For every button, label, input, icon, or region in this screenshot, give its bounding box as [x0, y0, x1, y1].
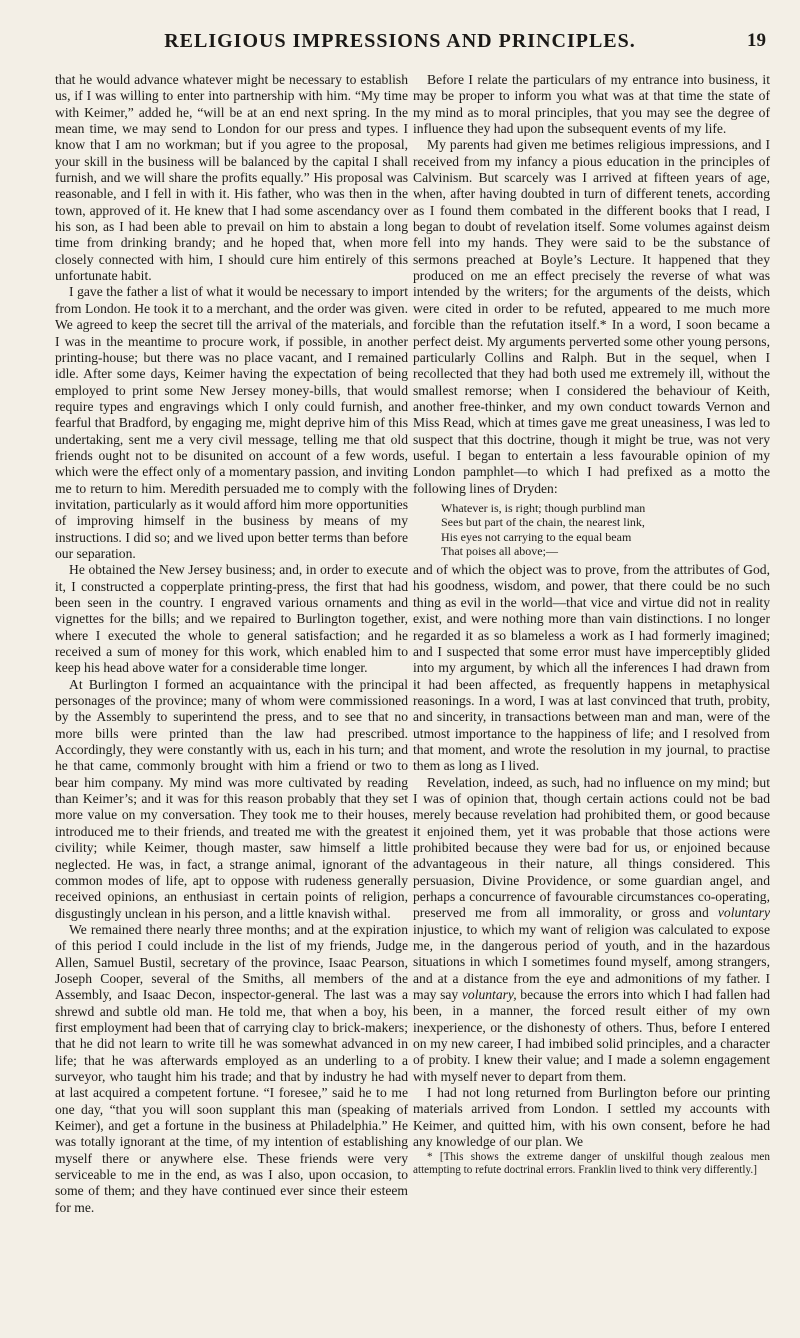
page-header: [0, 30, 800, 60]
paragraph: I had not long returned from Burlington before our printing materials arrived from London. I settled my accounts with Keimer, and quitted him, with his own consent, before he had any knowledge of our plan. We: [413, 1085, 770, 1150]
emphasis: voluntary: [717, 905, 770, 921]
text-run: Revelation, indeed, as such, had no influence on my mind; but I was of opinion that, though certain actions could not be bad merely because revelation had prohibited them, or good because it enjoined them, yet it was probable that those actions were prohibited because they were bad for us, or enjoined because advantageous in their nature, all things considered. This persuasion, Divine Providence, or some guardian angel, and perhaps a concurrence of favourable circumstances co-operating, preserved me from all immorality, or gross and: [413, 774, 770, 921]
paragraph: Before I relate the particulars of my entrance into business, it may be proper to inform you what was at that time the state of my mind as to moral principles, that you may see the degree of influence they had upon the subsequent events of my life.: [413, 72, 770, 137]
paragraph: My parents had given me betimes religious impressions, and I received from my infancy a pious education in the principles of Calvinism. But scarcely was I arrived at fifteen years of age, when, after having doubted in turn of different tenets, according as I found them combated in the different books that I read, I began to doubt of revelation itself. Some volumes against deism fell into my hands. They were said to be the substance of sermons preached at Boyle’s Lecture. It happened that they produced on me an effect precisely the reverse of what was intended by the writers; for the arguments of the deists, which were cited in order to be refuted, appeared to me much more forcible than the refutation itself.* In a word, I soon became a perfect deist. My arguments perverted some other young persons, particularly Collins and Ralph. But in the sequel, when I recollected that they had both used me extremely ill, without the smallest remorse; when I considered the behaviour of Keith, another free-thinker, and my own conduct towards Vernon and Miss Read, which at times gave me great uneasiness, I was led to suspect that this doctrine, though it might be true, was not very useful. I began to entertain a less favourable opinion of my London pamphlet—to which I had prefixed as a motto the following lines of Dryden:: [413, 137, 770, 496]
paragraph: At Burlington I formed an acquaintance with the principal personages of the province; many of whom were commissioned by the Assembly to superintend the press, and to see that no more bills were printed than the law had prescribed. Accordingly, they were constantly with us, each in his turn; and he that came, commonly brought with him a friend or two to bear him company. My mind was more cultivated by reading than Keimer’s; and it was for this reason probably that they set more value on my conversation. They took me to their houses, introduced me to their friends, and treated me with the greatest civility; while Keimer, though master, saw himself a little neglected. He was, in fact, a strange animal, ignorant of the common modes of life, apt to oppose with rudeness generally received opinions, an enthusiast in certain points of religion, disgustingly unclean in his person, and a little knavish withal.: [55, 676, 408, 921]
poem-line: That poises all above;—: [441, 543, 558, 558]
paragraph: We remained there nearly three months; and at the expiration of this period I could include in the list of my friends, Judge Allen, Samuel Bustil, secretary of the province, Isaac Pearson, Joseph Cooper, several of the Smiths, all members of the Assembly, and Isaac Decon, inspector-general. The last was a shrewd and subtle old man. He told me, that when a boy, his first employment had been that of carrying clay to brick-makers; that he did not learn to write till he was somewhat advanced in life; that he was afterwards employed as an underling to a surveyor, who taught him his trade; and that by industry he had at last acquired a competent fortune. “I foresee,” said he to me one day, “that you will soon supplant this man (speaking of Keimer), and get a fortune in the business at Philadelphia.” He was totally ignorant at the time, of my intention of establishing myself there or anywhere else. These friends were very serviceable to me in the end, as was I also, upon occasion, to some of them; and they have continued ever since their esteem for me.: [55, 921, 408, 1215]
dryden-quotation: [441, 501, 770, 558]
running-head: RELIGIOUS IMPRESSIONS AND PRINCIPLES.: [164, 30, 636, 52]
right-column: [413, 72, 770, 1177]
page-number: 19: [747, 30, 766, 51]
text-run: injustice, to which my want of religion was calculated to expose me, in the dangerous period of youth, and in the hazardous situations in which I sometimes found myself, among strangers, and at a distance from the eye and admonitions of my father. I may say: [413, 921, 770, 1003]
poem-line: His eyes not carrying to the equal beam: [441, 529, 632, 544]
paragraph: I gave the father a list of what it would be necessary to import from London. He took it to a merchant, and the order was given. We agreed to keep the secret till the arrival of the materials, and I was in the meantime to procure work, if possible, in another printing-house; but there was no place vacant, and I remained idle. After some days, Keimer having the expectation of being employed to print some New Jersey money-bills, that would require types and engravings which I only could furnish, and fearful that Bradford, by engaging me, might deprive him of this undertaking, sent me a very civil message, telling me that old friends ought not to be disunited on account of a few words, which were the effect only of a momentary passion, and inviting me to return to him. Meredith persuaded me to comply with the invitation, particularly as it would afford him more opportunities of improving himself in the business by means of my instructions. I did so; and we lived upon better terms than before our separation.: [55, 284, 408, 561]
paragraph: He obtained the New Jersey business; and, in order to execute it, I constructed a copperplate printing-press, the first that had been seen in the country. I engraved various ornaments and vignettes for the bills; and we repaired to Burlington together, where I executed the whole to general satisfaction; and he received a sum of money for this work, which enabled him to keep his head above water for a considerable time longer.: [55, 562, 408, 676]
paragraph: that he would advance whatever might be necessary to establish us, if I was willing to enter into partnership with him. “My time with Keimer,” added he, “will be at an end next spring. In the mean time, we may send to London for our press and types. I know that I am no workman; but if you agree to the proposal, your skill in the business will be balanced by the capital I shall furnish, and we will share the profits equally.” His proposal was reasonable, and I fell in with it. His father, who was then in the town, approved of it. He knew that I had some ascendancy over his son, as I had been able to prevail on him to abstain a long time from drinking brandy; and he hoped that, when more closely connected with him, I should cure him entirely of this unfortunate habit.: [55, 72, 408, 284]
paragraph: [413, 775, 770, 1086]
text-run: because the errors into which I had fallen had been, in a manner, the forced result either of my own inexperience, or the dishonesty of others. Thus, before I entered on my new career, I had imbibed solid principles, and a character of probity. I knew their value; and I made a solemn engagement with myself never to depart from them.: [413, 987, 770, 1084]
poem-line: Whatever is, is right; though purblind man: [441, 500, 646, 515]
poem-line: Sees but part of the chain, the nearest link,: [441, 515, 645, 530]
emphasis: voluntary,: [461, 987, 517, 1003]
left-column: [55, 72, 408, 1216]
paragraph: and of which the object was to prove, from the attributes of God, his goodness, wisdom, and power, that there could be no such thing as evil in the world—that vice and virtue did not in reality exist, and were nothing more than vain distinctions. I no longer regarded it as so blameless a work as I had formerly imagined; and I suspected that some error must have imperceptibly glided into my argument, by which all the inferences I had drawn from it had been affected, as frequently happens in metaphysical reasonings. In a word, I was at last convinced that truth, probity, and sincerity, in transactions between man and man, were of the utmost importance to the happiness of life; and I resolved from that moment, and wrote the resolution in my journal, to practise them as long as I lived.: [413, 562, 770, 774]
footnote: * [This shows the extreme danger of unskilful though zealous men attempting to refute doctrinal errors. Franklin lived to think very differently.]: [413, 1150, 770, 1176]
